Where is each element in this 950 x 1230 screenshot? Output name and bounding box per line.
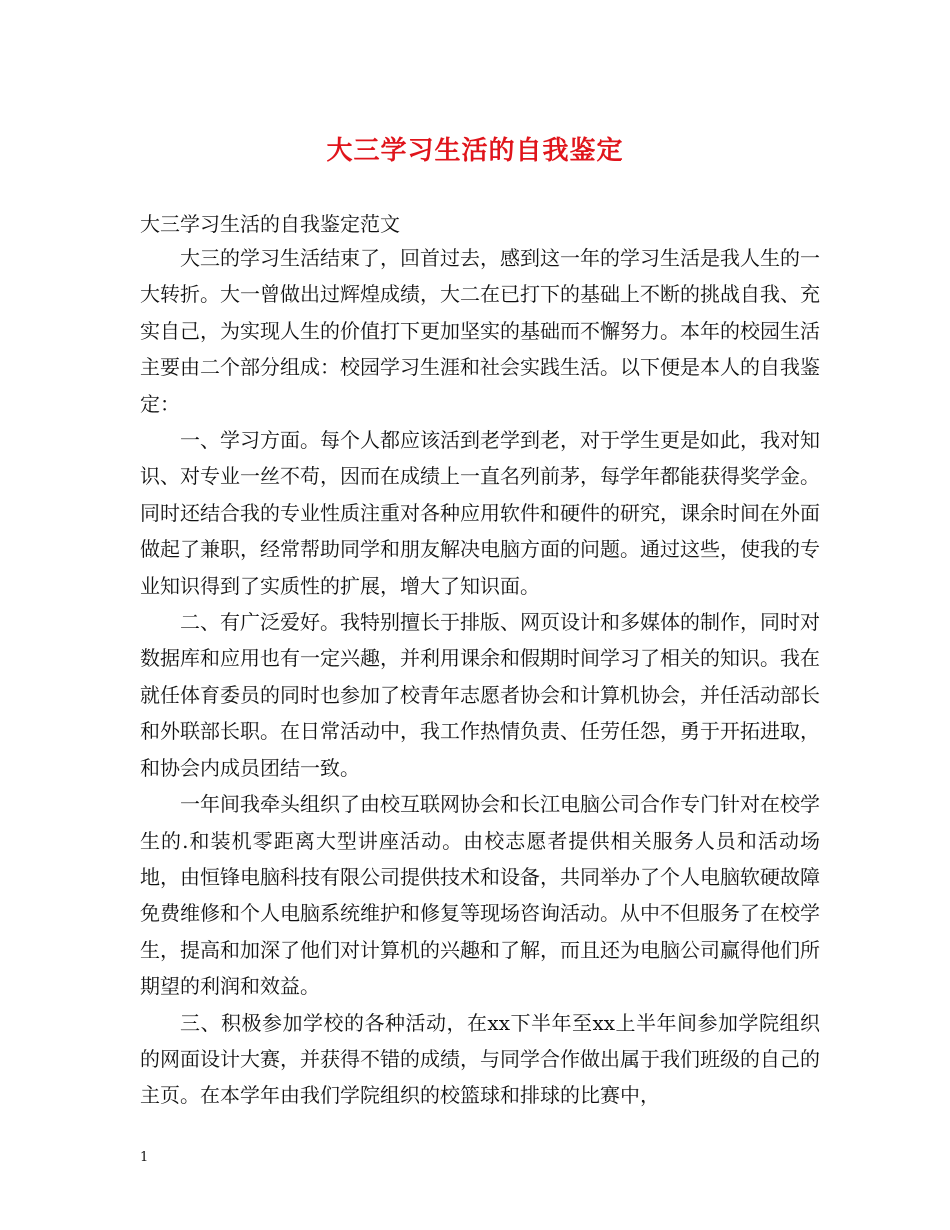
page-number: 1 [140, 1150, 149, 1165]
document-title: 大三学习生活的自我鉴定 [326, 136, 624, 166]
document-subtitle: 大三学习生活的自我鉴定范文 [140, 212, 400, 236]
paragraph-activities: 三、积极参加学校的各种活动，在xx下半年至xx上半年间参加学院组织的网面设计大赛，并获得不错的成绩，与同学合作做出属于我们班级的自己的主页。在本学年由我们学院组织的校篮球和排球的比赛中， [140, 1010, 820, 1108]
paragraph-intro: 大三的学习生活结束了，回首过去，感到这一年的学习生活是我人生的一大转折。大一曾做出过辉煌成绩，大二在已打下的基础上不断的挑战自我、充实自己，为实现人生的价值打下更加坚实的基础而不懈努力。本年的校园生活主要由二个部分组成：校园学习生涯和社会实践生活。以下便是本人的自我鉴定： [140, 246, 820, 416]
paragraph-hobbies: 二、有广泛爱好。我特别擅长于排版、网页设计和多媒体的制作，同时对数据库和应用也有一定兴趣，并利用课余和假期时间学习了相关的知识。我在就任体育委员的同时也参加了校青年志愿者协会和计算机协会，并任活动部长和外联部长职。在日常活动中，我工作热情负责、任劳任怨，勇于开拓进取，和协会内成员团结一致。 [140, 610, 820, 780]
paragraph-study: 一、学习方面。每个人都应该活到老学到老，对于学生更是如此，我对知识、对专业一丝不苟，因而在成绩上一直名列前茅，每学年都能获得奖学金。同时还结合我的专业性质注重对各种应用软件和硬件的研究，课余时间在外面做起了兼职，经常帮助同学和朋友解决电脑方面的问题。通过这些，使我的专业知识得到了实质性的扩展，增大了知识面。 [140, 428, 820, 598]
document-body [140, 240, 820, 1114]
paragraph-organizing: 一年间我牵头组织了由校互联网协会和长江电脑公司合作专门针对在校学生的.和装机零距离大型讲座活动。由校志愿者提供相关服务人员和活动场地，由恒锋电脑科技有限公司提供技术和设备，共同举办了个人电脑软硬故障免费维修和个人电脑系统维护和修复等现场咨询活动。从中不但服务了在校学生，提高和加深了他们对计算机的兴趣和了解，而且还为电脑公司赢得他们所期望的利润和效益。 [140, 792, 820, 999]
